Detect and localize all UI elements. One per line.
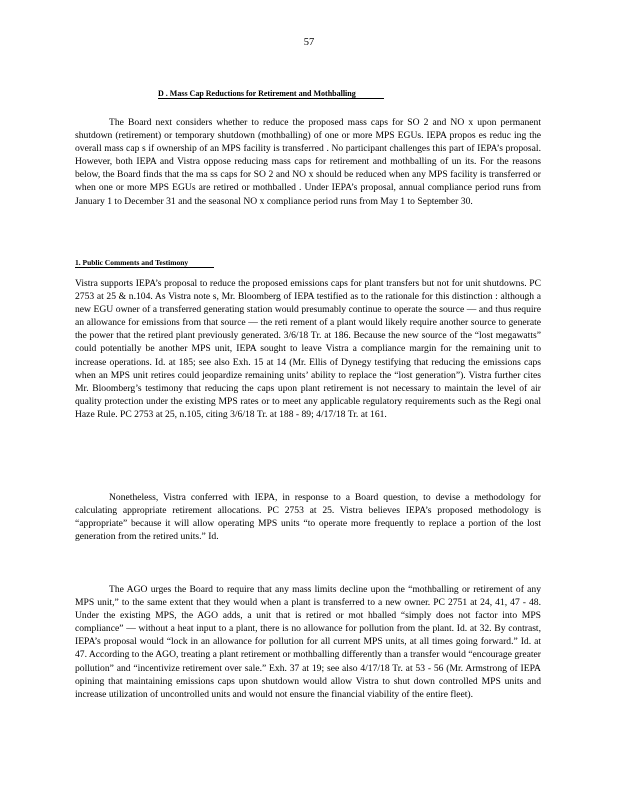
paragraph-intro: The Board next considers whether to reduce the proposed mass caps for SO 2 and NO x upon permanent shutdown (retirement) or temporary shutdown (mothballing) of one or more MPS EGUs. IEPA propos es reduc ing the overall mass cap s if ownership of an MPS facility is transferred . No participant challenges this part of IEPA’s proposal. However, both IEPA and Vistra oppose reducing mass caps for retirement and mothballing of un its. For the reasons below, the Board finds that the ma ss caps for SO 2 and NO x should be reduced when any MPS facility is transferred or when one or more MPS EGUs are retired or mothballed . Under IEPA’s proposal, annual compliance period runs from January 1 to December 31 and the seasonal NO x compliance period runs from May 1 to September 30. xyxy=(75,117,541,207)
paragraph-ago: The AGO urges the Board to require that any mass limits decline upon the “mothballing or retirement of any MPS unit,” to the same extent that they would when a plant is transferred to a new owner. PC 2751 at 24, 41, 47 - 48. Under the existing MPS, the AGO adds, a unit that is retired or mot hballed “simply does not factor into MPS compliance” — without a heat input to a plant, there is no allowance for pollution from the plant. Id. at 32. By contrast, IEPA’s proposal would “lock in an allowance for pollution for all current MPS units, at all times going forward.” Id. at 47. According to the AGO, treating a plant retirement or mothballing differently than a transfer would “encourage greater pollution” and “incentivize retirement over sale.” Exh. 37 at 19; see also 4/17/18 Tr. at 53 - 56 (Mr. Armstrong of IEPA opining that maintaining emissions caps upon shutdown would allow Vistra to shut down controlled MPS units and increase utilization of uncontrolled units and would not ensure the financial viability of the entire fleet). xyxy=(75,584,541,700)
subsection-heading: 1. Public Comments and Testimony xyxy=(75,258,214,268)
section-heading: D . Mass Cap Reductions for Retirement and Mothballing xyxy=(158,89,384,99)
paragraph-nonetheless: Nonetheless, Vistra conferred with IEPA, in response to a Board question, to devise a methodology for calculating appropriate retirement allocations. PC 2753 at 25. Vistra believes IEPA’s proposed methodology is “appropriate” because it will allow operating MPS units “to operate more frequently to replace a portion of the lost generation from the retired units.” Id. xyxy=(75,492,541,543)
page-number: 57 xyxy=(303,37,315,48)
paragraph-vistra: Vistra supports IEPA’s proposal to reduce the proposed emissions caps for plant transfers but not for unit shutdowns. PC 2753 at 25 & n.104. As Vistra note s, Mr. Bloomberg of IEPA testified as to the rationale for this distinction : although a new EGU owner of a transferred generating station would presumably continue to operate the source — and thus require an allowance for emissions from that source — the reti rement of a plant would likely require another source to generate the power that the retired plant previously generated. 3/6/18 Tr. at 186. Because the new source of the “lost megawatts” could potentially be another MPS unit, IEPA sought to leave Vistra a compliance margin for the remaining unit to increase operations. Id. at 185; see also Exh. 15 at 14 (Mr. Ellis of Dynegy testifying that reducing the emissions caps when an MPS unit retires could jeopardize remaining units’ ability to replace the “lost generation”). Vistra further cites Mr. Bloomberg’s testimony that reducing the caps upon plant retirement is not necessary to maintain the level of air quality protection under the existing MPS rates or to meet any applicable regulatory requirements such as the Regi onal Haze Rule. PC 2753 at 25, n.105, citing 3/6/18 Tr. at 188 - 89; 4/17/18 Tr. at 161. xyxy=(75,278,541,420)
